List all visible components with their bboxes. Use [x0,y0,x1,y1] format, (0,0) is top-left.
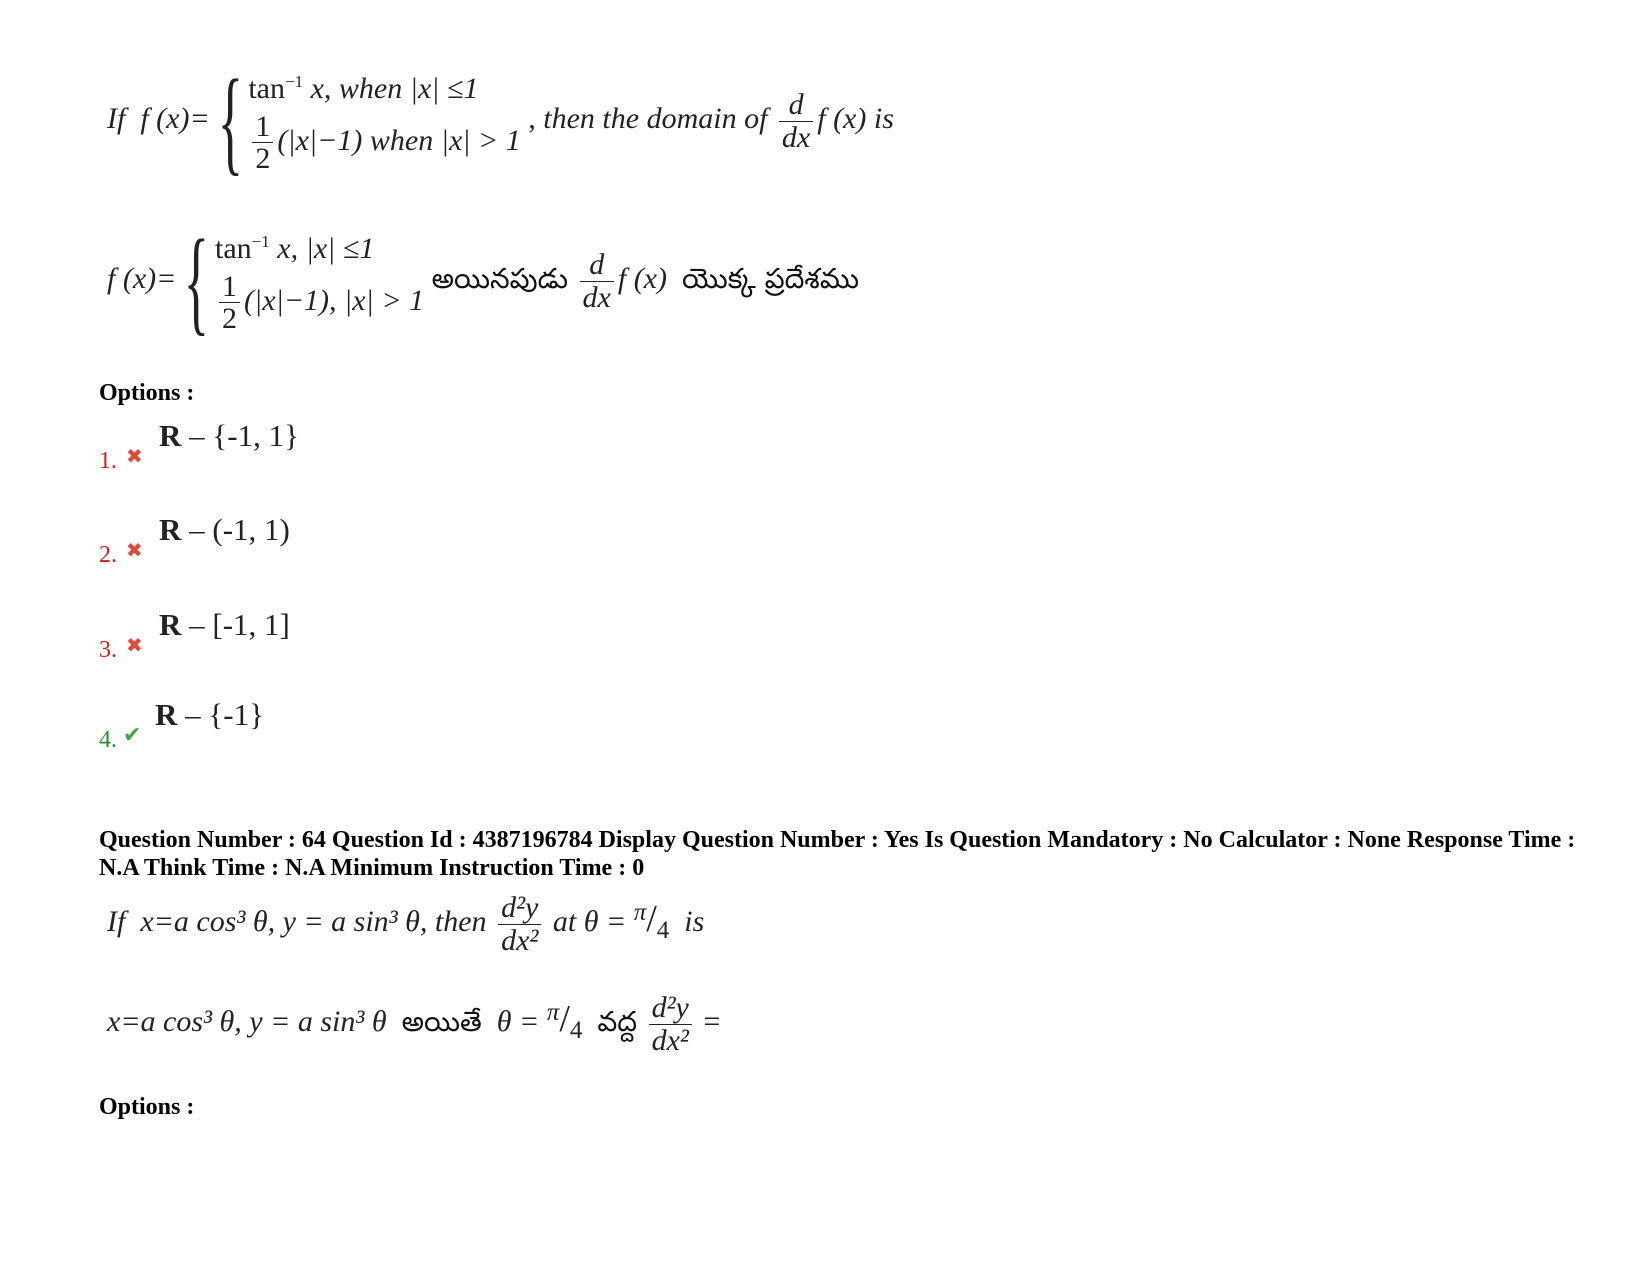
q63-english-statement [107,55,894,186]
q64-eq: x=a cos³ θ, y = a sin³ θ, then [140,904,487,938]
cross-icon: ✖ [126,633,143,657]
options-label: Options : [99,380,195,406]
q63-derivative: $\frac{d}{dx}$ [779,89,813,153]
q63-te-case2: $\frac{1}{2}$ (|x|−1), |x| > 1 [215,271,424,335]
q63-te-word1: అయినపుడు [431,261,569,295]
q64-te-pi-over-4: $^\pi/_4$ [546,997,583,1044]
q64-is: is [684,904,705,938]
q63-te-fx: f (x)= [107,261,177,295]
q63-te-cases [215,227,424,335]
check-icon: ✔ [123,723,142,748]
q63-fx: f (x)= [140,101,210,135]
q64-te-word2: వద్ద [597,1004,638,1038]
cross-icon: ✖ [126,444,143,468]
q64-te-theta: θ = [496,1004,540,1038]
q63-cases [248,67,520,175]
q63-telugu-statement [107,215,860,346]
option-number: 2. [99,542,117,568]
left-brace-icon: { [217,55,243,186]
option-text: R – [-1, 1] [159,607,290,642]
q64-pi-over-4: $^\pi/_4$ [633,897,670,944]
q63-tail: f (x) is [817,101,894,135]
q64-second-derivative: $\frac{\text{d²y}}{\text{dx²}}$ [498,892,541,956]
q63-if: If [107,101,126,135]
q64-te-word1: అయితే [401,1004,482,1038]
q63-te-fx2: f (x) [617,261,667,295]
q63-case1: $\tan^{-1} x$, when |x| ≤1 [248,72,479,106]
question-meta: Question Number : 64 Question Id : 4387196784 Display Question Number : Yes Is Question Mandatory : No Calculator : None Response Time : N.A Think Time : N.A Minimum Instruction Time : 0 [99,827,1576,881]
option-text: R – (-1, 1) [159,512,290,547]
q63-te-word2: యొక్క ప్రదేశము [682,261,860,295]
option-number: 3. [99,637,117,663]
q64-te-second-derivative: $\frac{\text{d²y}}{\text{dx²}}$ [649,992,692,1056]
q64-te-tail: = [703,1004,721,1038]
q63-te-derivative: $\frac{d}{dx}$ [580,249,614,313]
q64-english-statement [107,892,704,956]
option-number: 1. [99,448,117,474]
left-brace-icon: { [183,215,210,346]
q64-te-eq: x=a cos³ θ, y = a sin³ θ [107,1004,387,1038]
option-text: R – {-1, 1} [159,418,299,453]
q63-case2: $\frac{1}{2}$ (|x|−1) when |x| > 1 [248,111,520,175]
cross-icon: ✖ [126,538,143,562]
q64-at: at θ = [552,904,627,938]
options-label: Options : [99,1094,195,1120]
option-text: R – {-1} [155,697,264,732]
q63-te-case1: $\tan^{-1} x$, |x| ≤1 [215,232,375,266]
q64-telugu-statement [107,992,720,1056]
option-number: 4. [99,727,117,753]
q63-then: , then the domain of [528,101,768,135]
q64-if: If [107,904,126,938]
